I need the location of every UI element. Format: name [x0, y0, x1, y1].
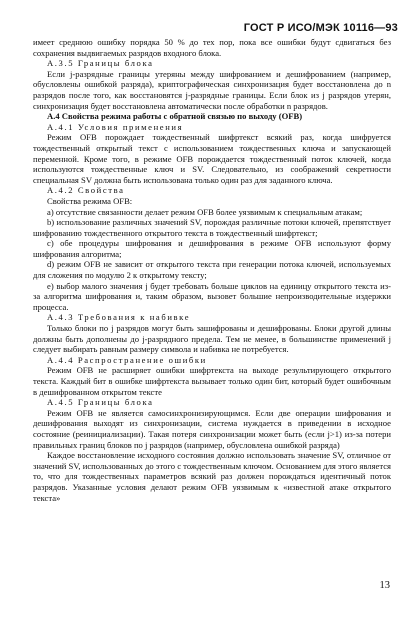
paragraph-conditions: Режим OFB порождает тождественный шифртекст всякий раз, когда шифруется тождественный открытый текст с использованием тождественных ключа и запускающей переменной. Кроме того, в режиме OFB порождается тождественный поток ключей, когда используются тождественные ключ и SV. Следовательно, из соображений секретности специальная SV должна быть использована только один раз для заданного ключа. — [33, 132, 391, 185]
list-item-e: e) выбор малого значения j будет требовать больше циклов на единицу открытого текста из-за алгоритма шифрования и, таким образом, вызовет большие непроизводительные издержки процесса. — [33, 280, 391, 312]
section-heading-a43: А.4.3 Требования к набивке — [47, 312, 191, 323]
paragraph-continuation: имеет среднюю ошибку порядка 50 % до тех пор, пока все ошибки будут сдвигаться без сохранения выдвигаемых разрядов входного блока. — [33, 37, 391, 58]
list-item-c: c) обе процедуры шифрования и дешифрования в режиме OFB используют форму шифрования алгоритма; — [33, 238, 391, 259]
list-item-b: b) использование различных значений SV, порождая различные потоки ключей, препятствует шифрованию тождественного открытого текста в тождественный шифртекст; — [33, 217, 391, 238]
section-heading-a4: А.4 Свойства режима работы с обратной связью по выходу (OFB) — [47, 111, 303, 122]
section-heading-a41: А.4.1 Условия применения — [47, 121, 184, 132]
page-header: ГОСТ Р ИСО/МЭК 10116—93 — [243, 22, 398, 34]
section-heading-a45: А.4.5 Границы блока — [47, 397, 154, 408]
paragraph-error-propagation: Режим OFB не расширяет ошибки шифртекста на выходе результирующего открытого текста. Каждый бит в ошибке шифртекста вызывает только один бит, который будет ошибочным в дешифрованном открытом тексте — [33, 365, 391, 397]
paragraph-properties-intro: Свойства режима OFB: — [47, 195, 133, 206]
paragraph-reinitialization: Каждое восстановление исходного состояния должно использовать значение SV, отличное от значений SV, использованных до этого с тождественным ключом. Основанием для этого является то, что для тождественных параметров всякий раз должен порождаться идентичный поток разрядов. Указанные условия делают режим OFB уязвимым к «известной атаке открытого текста» — [33, 450, 391, 503]
section-heading-a44: А.4.4 Распространение ошибки — [47, 354, 207, 365]
paragraph-block-boundaries-cfb: Если j-разрядные границы утеряны между шифрованием и дешифрованием (например, обусловлены ошибкой разряда), криптографическая синхронизация будет восстановлена до n разрядов после того, как восстановятся j-разрядные границы. Если блок из j разрядов утерян, синхронизация будет восстановлена автоматически после обработки n разрядов. — [33, 68, 391, 111]
list-item-a: a) отсутствие связанности делает режим OFB более уязвимым к специальным атакам; — [47, 206, 363, 217]
document-body — [33, 37, 391, 503]
section-heading-a42: А.4.2 Свойства — [47, 185, 125, 196]
paragraph-padding: Только блоки по j разрядов могут быть зашифрованы и дешифрованы. Блоки другой длины должны быть дополнены до j-разрядного предела. Тем не менее, в большинстве применений j следует выбирать равным размеру символа и набивка не потребуется. — [33, 323, 391, 355]
list-item-d: d) режим OFB не зависит от открытого текста при генерации потока ключей, используемых для сложения по модулю 2 к открытому тексту; — [33, 259, 391, 281]
page-number: 13 — [379, 580, 390, 591]
section-heading-a35: А.3.5 Границы блока — [47, 58, 154, 69]
paragraph-block-boundaries-ofb: Режим OFB не является самосинхронизирующимся. Если две операции шифрования и дешифрования выходят из синхронизации, система нуждается в приведении в исходное состояние (реинициализации). Такая потеря синхронизации может быть (если j>1) из-за потери правильных границ блоков по j разрядов (например, обусловлена ошибкой разряда) — [33, 407, 391, 450]
